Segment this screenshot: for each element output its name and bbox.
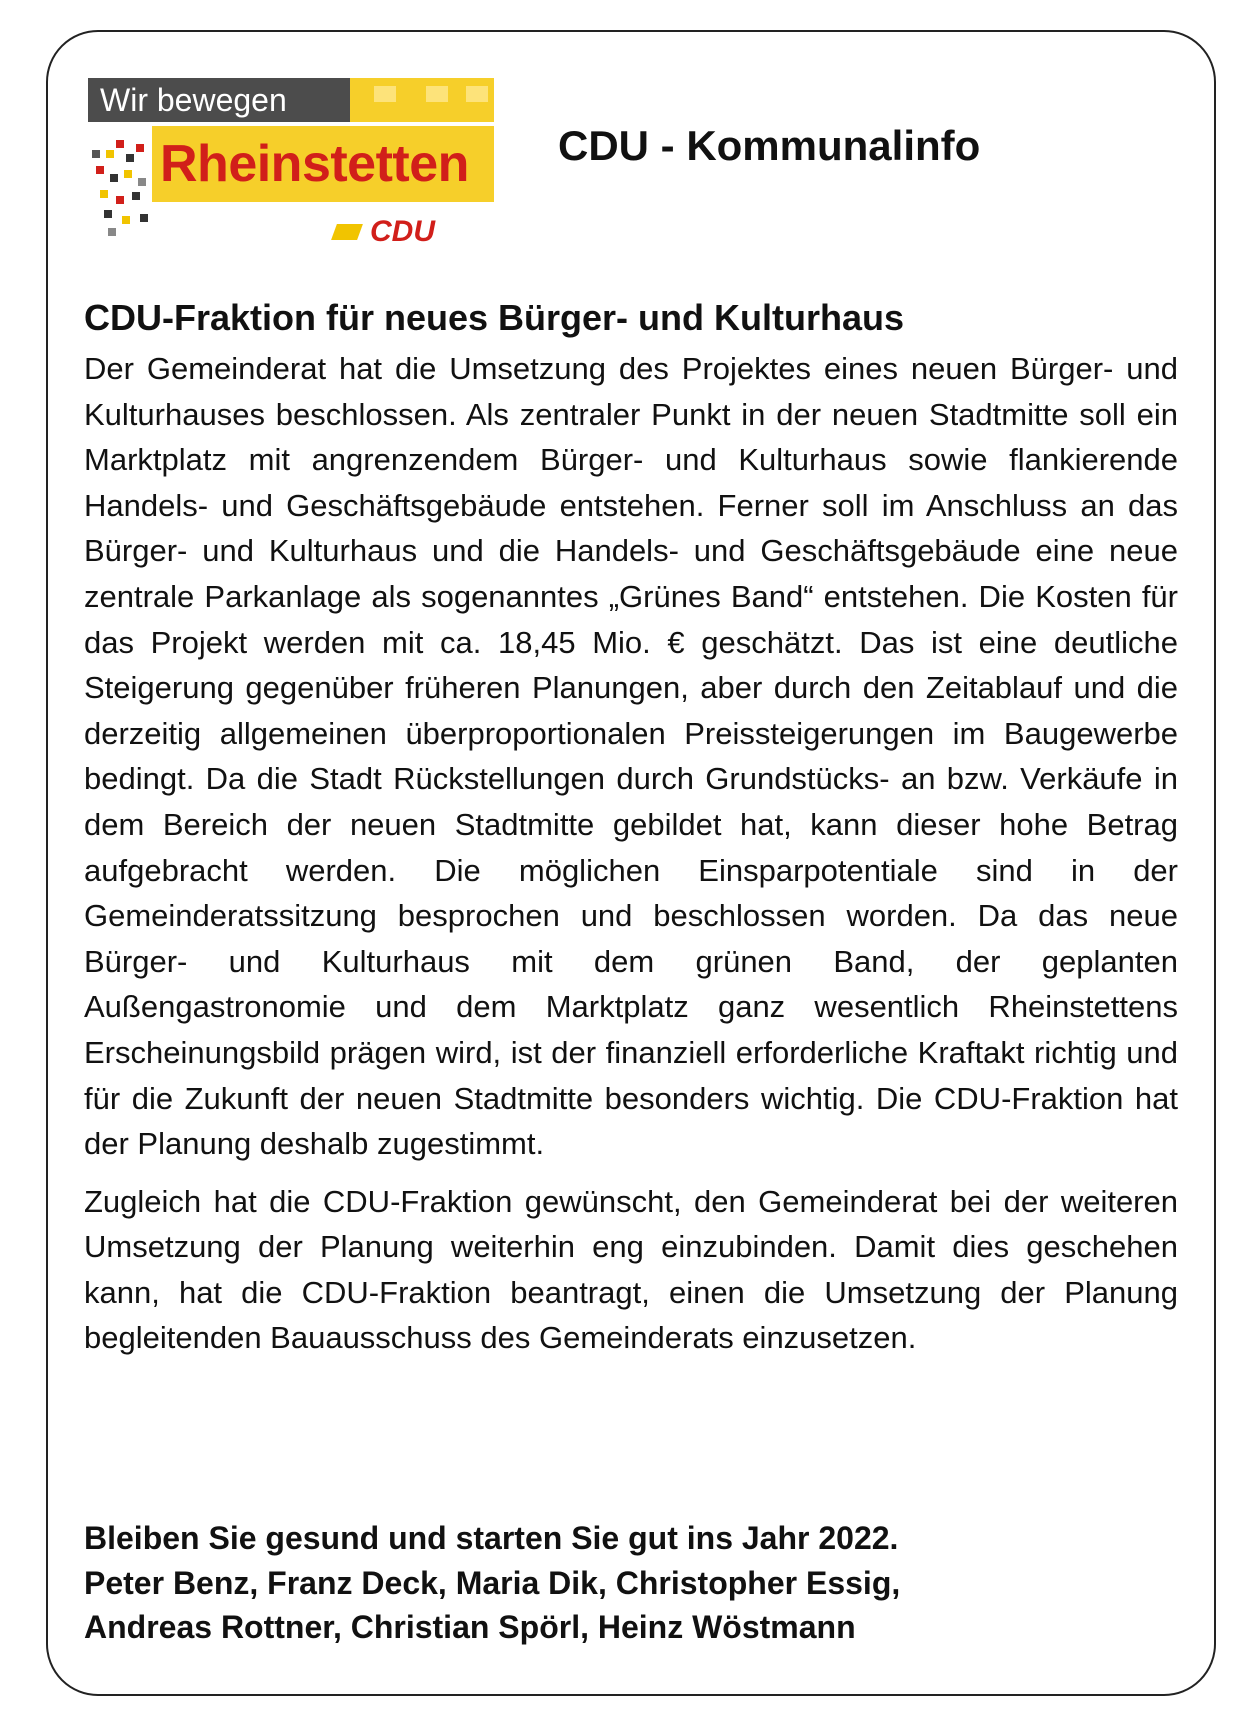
logo-square	[466, 86, 488, 102]
logo-square	[374, 86, 396, 102]
article-paragraph: Zugleich hat die CDU-Fraktion gewünscht, den Gemeinderat bei der weiteren Umsetzung der Planung weiterhin eng einzubinden. Damit dies geschehen kann, hat die CDU-Fraktion beantragt, einen die Umsetzung der Planung begleitenden Bauausschuss des Gemeinderats einzusetzen.	[84, 1183, 1178, 1356]
logo-slogan-city: Rheinstetten	[160, 135, 469, 193]
article-body	[84, 346, 1178, 1361]
article-paragraph: Der Gemeinderat hat die Umsetzung des Projektes eines neuen Bürger- und Kulturhauses beschlossen. Als zentraler Punkt in der neuen Stadtmitte soll ein Marktplatz mit angrenzendem Bürger- und Kulturhaus sowie flankierende Handels- und Geschäftsgebäude entstehen. Ferner soll im Anschluss an das Bürger- und Kulturhaus und die Handels- und Geschäftsgebäude eine neue zentrale Parkanlage als sogenanntes „Grünes Band“ entstehen. Die Kosten für das Projekt werden mit ca. 18,45 Mio. € geschätzt. Das ist eine deutliche Steigerung gegenüber früheren Planungen, aber durch den Zeitablauf und die derzeitig allgemeinen überproportionalen Preissteigerungen im Baugewerbe bedingt. Da die Stadt Rückstellungen durch Grundstücks- an bzw. Verkäufe in dem Bereich der neuen Stadtmitte gebildet hat, kann dieser hohe Betrag aufgebracht werden. Die möglichen Einsparpotentiale sind in der Gemeinderatssitzung besprochen und beschlossen worden. Da das neue Bürger- und Kulturhaus mit dem grünen Band, der geplanten Außengastronomie und dem Marktplatz ganz wesentlich Rheinstettens Erscheinungsbild prägen wird, ist der finanziell erforderliche Kraftakt richtig und für die Zukunft der neuen Stadtmitte besonders wichtig. Die CDU-Fraktion hat der Planung deshalb zugestimmt.	[84, 351, 1178, 1162]
page-title: CDU - Kommunalinfo	[558, 122, 981, 169]
logo-dot	[116, 140, 124, 148]
cdu-flag-icon	[331, 224, 363, 240]
logo-party: CDU	[370, 215, 435, 248]
logo-dot	[116, 196, 124, 204]
closing-greeting: Bleiben Sie gesund und starten Sie gut ins Jahr 2022.	[84, 1520, 899, 1556]
logo-dot	[122, 216, 130, 224]
logo-dot	[100, 190, 108, 198]
logo-dot	[104, 210, 112, 218]
article-headline: CDU-Fraktion für neues Bürger- und Kulturhaus	[84, 297, 905, 338]
logo-square	[426, 86, 448, 102]
closing-names: Peter Benz, Franz Deck, Maria Dik, Christopher Essig,	[84, 1564, 901, 1601]
logo-dot	[136, 144, 144, 152]
logo-dot	[138, 178, 146, 186]
logo-dot	[124, 170, 132, 178]
rheinstetten-cdu-logo	[88, 78, 494, 250]
logo-dot	[106, 150, 114, 158]
closing-block	[84, 1516, 900, 1650]
logo-dot	[92, 150, 100, 158]
logo-dot	[108, 228, 116, 236]
logo-slogan-top: Wir bewegen	[88, 78, 350, 122]
logo-dot	[132, 192, 140, 200]
logo-dot	[140, 214, 148, 222]
closing-names: Andreas Rottner, Christian Spörl, Heinz Wöstmann	[84, 1609, 856, 1645]
logo-dot	[96, 166, 104, 174]
logo-dot	[110, 174, 118, 182]
logo-dot	[126, 154, 134, 162]
